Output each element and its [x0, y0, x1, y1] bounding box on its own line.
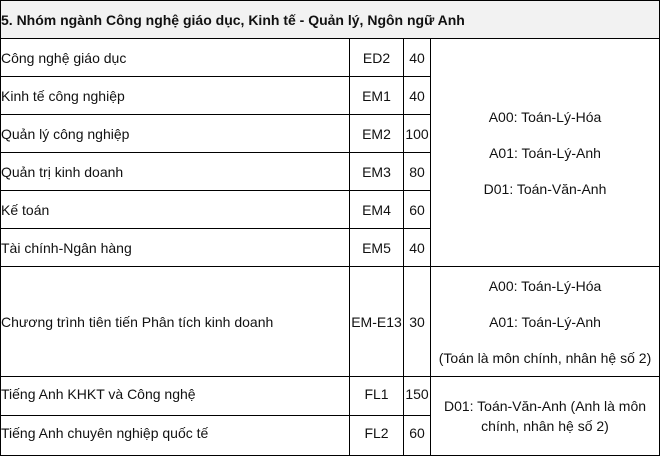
combo-line: A00: Toán-Lý-Hóa [488, 108, 602, 125]
combo-line: A00: Toán-Lý-Hóa [488, 277, 602, 294]
major-quota: 100 [404, 115, 431, 153]
major-code: ED2 [350, 39, 404, 77]
major-code: EM2 [350, 115, 404, 153]
major-code: FL2 [350, 416, 404, 456]
combo-line: D01: Toán-Văn-Anh (Anh là môn [443, 398, 647, 414]
major-code: EM4 [350, 191, 404, 229]
major-code: FL1 [350, 377, 404, 416]
major-name: Quản trị kinh doanh [1, 153, 350, 191]
major-name: Quản lý công nghiệp [1, 115, 350, 153]
major-name: Tài chính-Ngân hàng [1, 229, 350, 267]
major-quota: 40 [404, 39, 431, 77]
major-quota: 60 [404, 416, 431, 456]
subject-combinations [431, 39, 660, 267]
combo-line: A01: Toán-Lý-Anh [489, 313, 601, 330]
major-quota: 30 [404, 267, 431, 377]
section-title: 5. Nhóm ngành Công nghệ giáo dục, Kinh tế - Quản lý, Ngôn ngữ Anh [1, 1, 660, 39]
major-name: Tiếng Anh chuyên nghiệp quốc tế [1, 416, 350, 456]
section-header-row [1, 1, 660, 39]
major-name: Kế toán [1, 191, 350, 229]
combo-line: A01: Toán-Lý-Anh [489, 144, 601, 161]
major-name: Kinh tế công nghiệp [1, 77, 350, 115]
major-name: Công nghệ giáo dục [1, 39, 350, 77]
major-quota: 80 [404, 153, 431, 191]
table-row [1, 267, 660, 377]
major-code: EM-E13 [350, 267, 404, 377]
major-name: Tiếng Anh KHKT và Công nghệ [1, 377, 350, 416]
table-row [1, 39, 660, 77]
combo-line: (Toán là môn chính, nhân hệ số 2) [438, 349, 652, 366]
major-quota: 60 [404, 191, 431, 229]
major-name: Chương trình tiên tiến Phân tích kinh doanh [1, 267, 350, 377]
combo-line: chính, nhân hệ số 2) [481, 418, 609, 434]
major-quota: 40 [404, 77, 431, 115]
major-code: EM3 [350, 153, 404, 191]
major-code: EM1 [350, 77, 404, 115]
major-code: EM5 [350, 229, 404, 267]
subject-combinations [431, 377, 660, 456]
major-quota: 40 [404, 229, 431, 267]
combo-line: D01: Toán-Văn-Anh [483, 180, 607, 197]
table-row [1, 377, 660, 416]
subject-combinations [431, 267, 660, 377]
major-quota: 150 [404, 377, 431, 416]
